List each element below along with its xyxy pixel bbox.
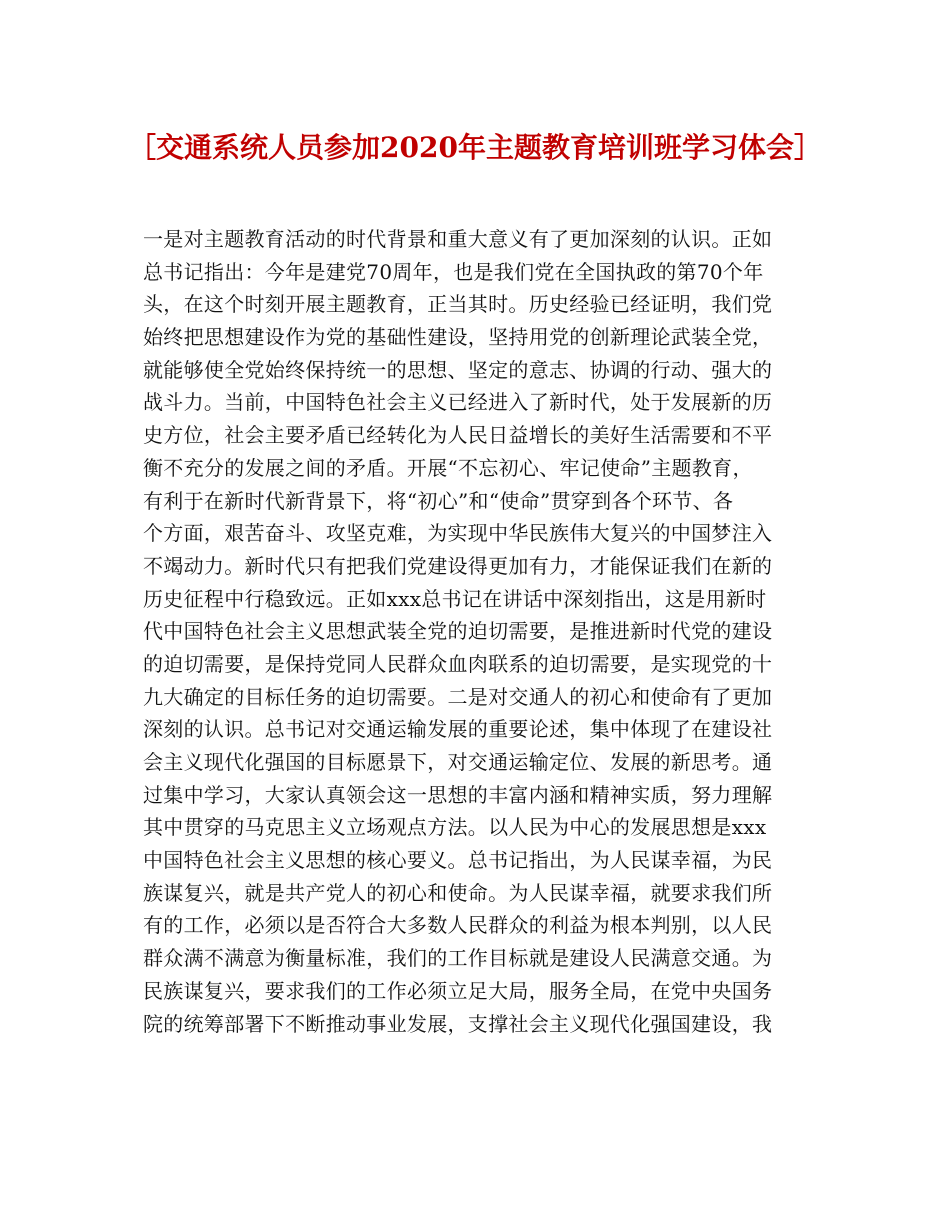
body-line: 战斗力。当前，中国特色社会主义已经进入了新时代，处于发展新的历	[143, 390, 773, 415]
body-line: 其中贯穿的马克思主义立场观点方法。以人民为中心的发展思想是xxx	[143, 815, 767, 840]
body-line: 衡不充分的发展之间的矛盾。开展“不忘初心、牢记使命”主题教育，	[143, 455, 753, 480]
body-line: 民族谋复兴，要求我们的工作必须立足大局，服务全局，在党中央国务	[143, 978, 773, 1003]
body-line: 的迫切需要，是保持党同人民群众血肉联系的迫切需要，是实现党的十	[143, 651, 773, 676]
body-line: 过集中学习，大家认真领会这一思想的丰富内涵和精神实质，努力理解	[143, 782, 773, 807]
body-line: 始终把思想建设作为党的基础性建设，坚持用党的创新理论武装全党，	[143, 325, 773, 350]
body-line: 有的工作，必须以是否符合大多数人民群众的利益为根本判别，以人民	[143, 913, 773, 938]
body-line: 族谋复兴，就是共产党人的初心和使命。为人民谋幸福，就要求我们所	[143, 880, 773, 905]
body-line: 深刻的认识。总书记对交通运输发展的重要论述，集中体现了在建设社	[143, 717, 773, 742]
document-body	[143, 223, 823, 1040]
body-line: 院的统筹部署下不断推动事业发展，支撑社会主义现代化强国建设，我	[143, 1011, 773, 1036]
body-line: 群众满不满意为衡量标准，我们的工作目标就是建设人民满意交通。为	[143, 946, 773, 971]
body-line: 中国特色社会主义思想的核心要义。总书记指出，为人民谋幸福，为民	[143, 848, 773, 873]
body-line: 一是对主题教育活动的时代背景和重大意义有了更加深刻的认识。正如	[143, 227, 773, 251]
body-line: 会主义现代化强国的目标愿景下，对交通运输定位、发展的新思考。通	[143, 750, 773, 774]
body-line: 史方位，社会主要矛盾已经转化为人民日益增长的美好生活需要和不平	[143, 423, 773, 448]
body-line: 不竭动力。新时代只有把我们党建设得更加有力，才能保证我们在新的	[143, 553, 773, 578]
body-line: 头，在这个时刻开展主题教育，正当其时。历史经验已经证明，我们党	[143, 292, 773, 317]
body-line: 有利于在新时代新背景下，将“初心”和“使命”贯穿到各个环节、各	[143, 488, 734, 513]
body-line: 个方面，艰苦奋斗、攻坚克难，为实现中华民族伟大复兴的中国梦注入	[143, 521, 773, 546]
body-line: 总书记指出：今年是建党70周年，也是我们党在全国执政的第70个年	[143, 259, 764, 284]
body-line: 历史征程中行稳致远。正如xxx总书记在讲话中深刻指出，这是用新时	[143, 586, 767, 611]
document-title: ［交通系统人员参加2020年主题教育培训班学习体会］	[128, 131, 822, 164]
body-line: 代中国特色社会主义思想武装全党的迫切需要，是推进新时代党的建设	[143, 619, 773, 644]
body-line: 就能够使全党始终保持统一的思想、坚定的意志、协调的行动、强大的	[143, 357, 773, 382]
body-line: 九大确定的目标任务的迫切需要。二是对交通人的初心和使命有了更加	[143, 684, 773, 709]
